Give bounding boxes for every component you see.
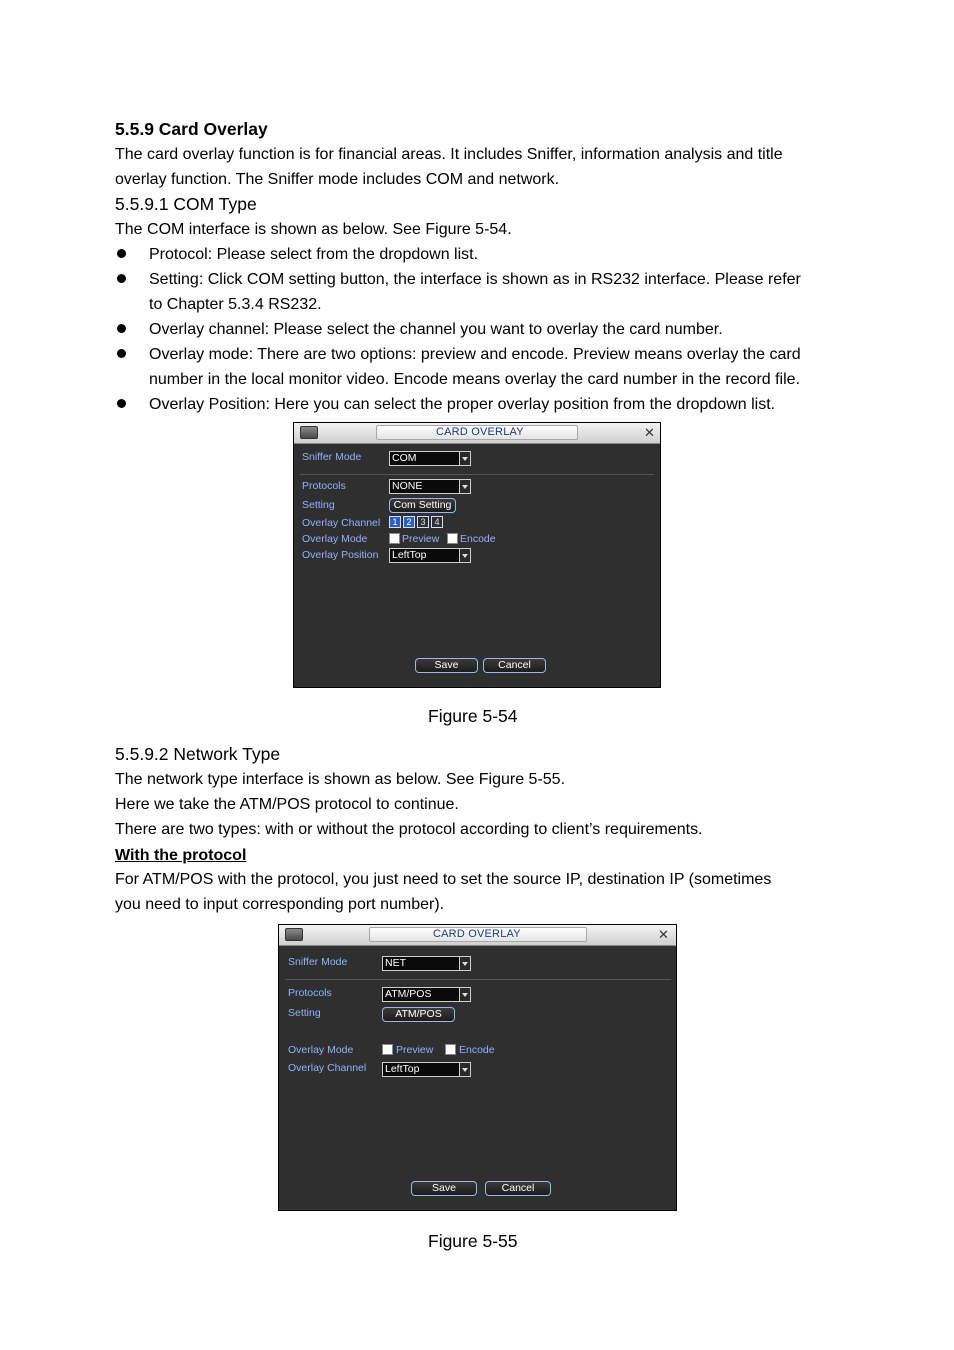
protocols-value: ATM/POS — [385, 988, 432, 1000]
encode-checkbox[interactable] — [447, 533, 458, 544]
bullet-text: number in the local monitor video. Encode means overlay the card number in the record file. — [149, 371, 801, 388]
with-protocol-heading: With the protocol — [115, 847, 247, 864]
channel-1-toggle[interactable]: 1 — [389, 516, 401, 528]
com-intro: The COM interface is shown as below. See Figure 5-54. — [115, 221, 512, 238]
protocols-label: Protocols — [302, 480, 346, 492]
subsection-heading-net: 5.5.9.2 Network Type — [115, 744, 281, 764]
preview-checkbox[interactable] — [389, 533, 400, 544]
net-text: you need to input corresponding port number). — [115, 896, 445, 913]
chevron-down-icon — [459, 1063, 470, 1076]
net-text: For ATM/POS with the protocol, you just need to set the source IP, destination IP (sometimes — [115, 871, 772, 888]
sniffer-mode-select[interactable] — [382, 956, 471, 971]
close-icon[interactable]: ✕ — [644, 425, 655, 440]
card-overlay-dialog-com — [293, 422, 661, 688]
chevron-down-icon — [459, 549, 470, 562]
preview-label: Preview — [396, 1044, 434, 1056]
card-overlay-dialog-net — [278, 924, 677, 1211]
app-logo-icon — [300, 426, 318, 439]
cancel-button[interactable]: Cancel — [483, 658, 546, 673]
sniffer-mode-value: NET — [385, 957, 406, 969]
sniffer-mode-label: Sniffer Mode — [302, 451, 362, 463]
channel-3-toggle[interactable]: 3 — [417, 516, 429, 528]
net-text: Here we take the ATM/POS protocol to continue. — [115, 796, 459, 813]
intro-text: overlay function. The Sniffer mode includes COM and network. — [115, 171, 560, 188]
section-heading: 5.5.9 Card Overlay — [115, 119, 268, 139]
sniffer-mode-value: COM — [392, 452, 417, 464]
divider — [300, 474, 654, 475]
chevron-down-icon — [459, 452, 470, 465]
save-button[interactable]: Save — [411, 1181, 477, 1196]
title-bar — [279, 925, 676, 946]
dialog-title: CARD OVERLAY — [433, 928, 521, 940]
chevron-down-icon — [459, 988, 470, 1001]
bullet-text: to Chapter 5.3.4 RS232. — [149, 296, 322, 313]
protocols-select[interactable] — [382, 987, 471, 1002]
bullet-icon — [117, 249, 126, 258]
overlay-channel-label: Overlay Channel — [288, 1062, 367, 1074]
divider — [285, 979, 671, 980]
net-text: There are two types: with or without the protocol according to client’s requirements. — [115, 821, 703, 838]
preview-label: Preview — [402, 533, 440, 545]
bullet-text: Overlay mode: There are two options: preview and encode. Preview means overlay the card — [149, 346, 801, 363]
bullet-icon — [117, 324, 126, 333]
bullet-icon — [117, 399, 126, 408]
preview-checkbox[interactable] — [382, 1044, 393, 1055]
channel-2-toggle[interactable]: 2 — [403, 516, 415, 528]
bullet-icon — [117, 349, 126, 358]
chevron-down-icon — [459, 957, 470, 970]
cancel-button[interactable]: Cancel — [485, 1181, 551, 1196]
protocols-select[interactable] — [389, 479, 471, 494]
com-setting-button[interactable]: Com Setting — [389, 498, 456, 513]
setting-label: Setting — [288, 1007, 321, 1019]
bullet-text: Protocol: Please select from the dropdown list. — [149, 246, 479, 263]
overlay-channel-value: LeftTop — [385, 1063, 420, 1075]
protocols-value: NONE — [392, 480, 423, 492]
channel-4-toggle[interactable]: 4 — [431, 516, 443, 528]
sniffer-mode-select[interactable] — [389, 451, 471, 466]
bullet-text: Overlay Position: Here you can select the proper overlay position from the dropdown list. — [149, 396, 776, 413]
setting-label: Setting — [302, 499, 335, 511]
bullet-icon — [117, 274, 126, 283]
bullet-text: Setting: Click COM setting button, the interface is shown as in RS232 interface. Please refer — [149, 271, 801, 288]
protocols-label: Protocols — [288, 987, 332, 999]
overlay-position-value: LeftTop — [392, 549, 427, 561]
chevron-down-icon — [459, 480, 470, 493]
net-text: The network type interface is shown as below. See Figure 5-55. — [115, 771, 566, 788]
encode-label: Encode — [460, 533, 496, 545]
overlay-channel-label: Overlay Channel — [302, 517, 381, 529]
bullet-text: Overlay channel: Please select the channel you want to overlay the card number. — [149, 321, 723, 338]
overlay-mode-label: Overlay Mode — [302, 533, 368, 545]
overlay-position-select[interactable] — [389, 548, 471, 563]
sniffer-mode-label: Sniffer Mode — [288, 956, 348, 968]
figure-caption: Figure 5-54 — [428, 706, 518, 726]
subsection-heading-com: 5.5.9.1 COM Type — [115, 194, 257, 214]
app-logo-icon — [285, 928, 303, 941]
overlay-channel-select[interactable] — [382, 1062, 471, 1077]
save-button[interactable]: Save — [415, 658, 478, 673]
overlay-position-label: Overlay Position — [302, 549, 379, 561]
intro-text: The card overlay function is for financial areas. It includes Sniffer, information analysis and title — [115, 146, 783, 163]
dialog-title: CARD OVERLAY — [436, 426, 524, 438]
figure-caption: Figure 5-55 — [428, 1231, 518, 1251]
close-icon[interactable]: ✕ — [658, 927, 669, 942]
encode-checkbox[interactable] — [445, 1044, 456, 1055]
atm-pos-setting-button[interactable]: ATM/POS — [382, 1007, 455, 1022]
title-bar — [294, 423, 660, 444]
overlay-mode-label: Overlay Mode — [288, 1044, 354, 1056]
encode-label: Encode — [459, 1044, 495, 1056]
